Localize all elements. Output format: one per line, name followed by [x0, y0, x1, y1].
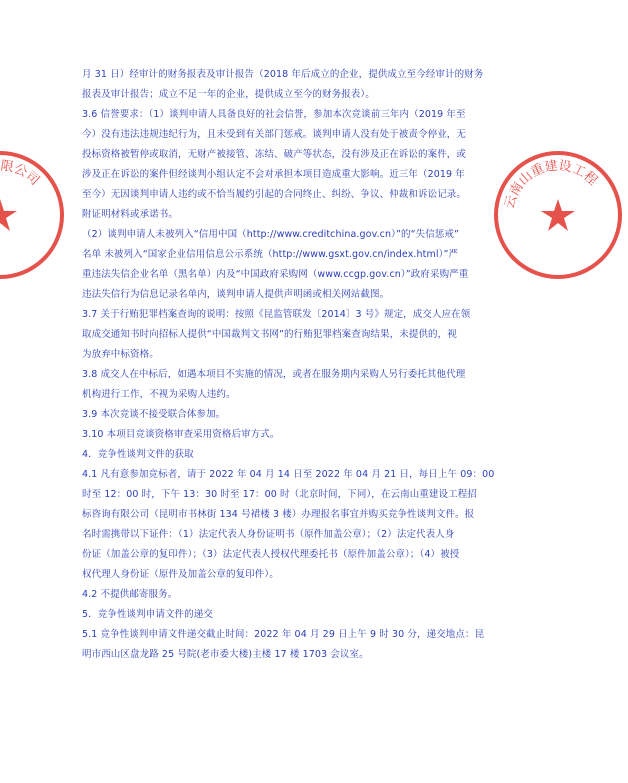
paragraph-3-6-2 — [82, 225, 480, 305]
paragraph-4 — [82, 445, 480, 465]
text-line: 份证（加盖公章的复印件）；（3）法定代表人授权代理委托书（原件加盖公章）；（4）被授 — [82, 549, 460, 560]
text-line: （2）谈判申请人未被列入“信用中国（http://www.creditchina.gov.cn）”的“失信惩戒” — [82, 229, 460, 240]
paragraph-4-1 — [82, 465, 495, 585]
text-line: 至今）无因谈判申请人违约或不恰当履约引起的合同终止、纠纷、争议、仲裁和诉讼记录。 — [82, 189, 467, 200]
svg-text:云南山重建设工程: 云南山重建设工程 — [502, 158, 601, 211]
text-line: 名单 未被列入“国家企业信用信息公示系统（http://www.gsxt.gov.cn/index.html）”严 — [82, 249, 459, 260]
text-line: 涉及正在诉讼的案件但经谈判小组认定不会对承担本项目造成重大影响。近三年（2019 年 — [82, 169, 465, 180]
paragraph-intro — [82, 65, 484, 105]
text-line: 3.9 本次竞谈不接受联合体参加。 — [82, 409, 226, 420]
svg-text:招标咨询有限公司: 限公司 — [0, 158, 43, 189]
text-line: 时至 12：00 时，下午 13：30 时至 17：00 时（北京时间，下同），在云南山重建设工程招 — [82, 489, 477, 500]
text-line: 明市西山区盘龙路 25 号院(老市委大楼)主楼 17 楼 1703 会议室。 — [82, 649, 369, 660]
text-line: 4.2 不提供邮寄服务。 — [82, 589, 178, 600]
text-line: 机构进行工作，不视为采购人违约。 — [82, 389, 236, 400]
paragraph-3-9 — [82, 405, 480, 425]
text-line: 3.7 关于行贿犯罪档案查询的说明：按照《昆监管联发〔2014〕3 号》规定，成交人应在领 — [82, 309, 471, 320]
text-line: 名时需携带以下证件：（1）法定代表人身份证明书（原件加盖公章）；（2）法定代表人身 — [82, 529, 455, 540]
text-line: 4.1 凡有意参加竞标者，请于 2022 年 04 月 14 日至 2022 年 04 月 21 日，每日上午 09：00 — [82, 469, 495, 480]
document-body — [82, 65, 495, 665]
paragraph-3-8 — [82, 365, 480, 405]
text-line: 3.10 本项目竞谈资格审查采用资格后审方式。 — [82, 429, 280, 440]
text-line: 为放弃中标资格。 — [82, 349, 159, 360]
paragraph-5 — [82, 605, 480, 625]
text-line: 4．竞争性谈判文件的获取 — [82, 449, 194, 460]
text-line: 投标资格被暂停或取消，无财产被接管、冻结、破产等状态，没有涉及正在诉讼的案件，或 — [82, 149, 467, 160]
paragraph-3-10 — [82, 425, 480, 445]
text-line: 3.6 信誉要求：（1）谈判申请人具备良好的社会信誉，参加本次竞谈前三年内（2019 年至 — [82, 109, 466, 120]
text-line: 月 31 日）经审计的财务报表及审计报告（2018 年后成立的企业，提供成立至今经审计的财务 — [82, 69, 484, 80]
text-line: 违法失信行为信息记录名单内，谈判申请人提供声明函或相关网站截图。 — [82, 289, 390, 300]
text-line: 附证明材料或承诺书。 — [82, 209, 179, 220]
text-line: 取成交通知书时向招标人提供“中国裁判文书网”的行贿犯罪档案查询结果，未提供的，视 — [82, 329, 457, 340]
text-line: 3.8 成交人在中标后，如遇本项目不实施的情况，或者在服务期内采购人另行委托其他代理 — [82, 369, 466, 380]
text-line: 权代理人身份证（原件及加盖公章的复印件）。 — [82, 569, 279, 580]
company-seal-left — [0, 158, 70, 265]
text-line: 重违法失信企业名单（黑名单）内及“中国政府采购网（www.ccgp.gov.cn）”政府采购严重 — [82, 269, 469, 280]
text-line: 标咨询有限公司（昆明市书林街 134 号裙楼 3 楼）办理报名事宜并购买竞争性谈判文件。报 — [82, 509, 475, 520]
paragraph-3-7 — [82, 305, 480, 365]
paragraph-3-6 — [82, 105, 480, 225]
text-line: 今）没有违法违规违纪行为，且未受到有关部门惩戒。谈判申请人没有处于被责令停业，无 — [82, 129, 467, 140]
text-line: 5．竞争性谈判申请文件的递交 — [82, 609, 213, 620]
paragraph-4-2 — [82, 585, 480, 605]
text-line: 5.1 竞争性谈判申请文件递交截止时间：2022 年 04 月 29 日上午 9 时 30 分，递交地点：昆 — [82, 629, 485, 640]
company-seal-right — [488, 158, 601, 265]
paragraph-5-1 — [82, 625, 485, 665]
text-line: 报表及审计报告；成立不足一年的企业，提供成立至今的财务报表）。 — [82, 89, 375, 100]
